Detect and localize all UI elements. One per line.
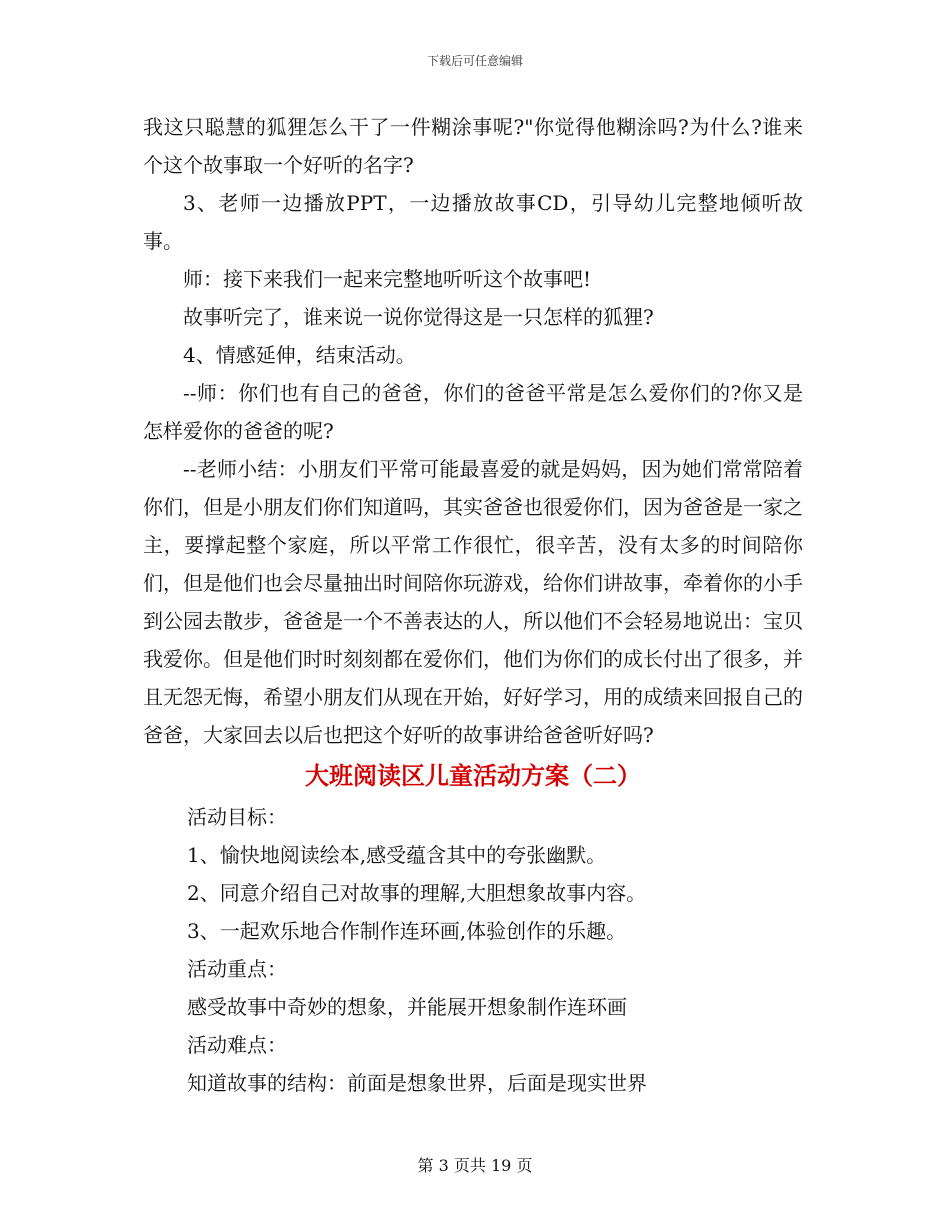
paragraph-teacher-summary: --老师小结：小朋友们平常可能最喜爱的就是妈妈，因为她们常常陪着你们，但是小朋友们你们知道吗，其实爸爸也很爱你们，因为爸爸是一家之主，要撑起整个家庭，所以平常工作很忙，很辛苦，没有太多的时间陪你们，但是他们也会尽量抽出时间陪你玩游戏，给你们讲故事，牵着你的小手到公园去散步，爸爸是一个不善表达的人，所以他们不会轻易地说出：宝贝我爱你。但是他们时时刻刻都在爱你们，他们为你们的成长付出了很多，并且无怨无悔，希望小朋友们从现在开始，好好学习，用的成绩来回报自己的爸爸，大家回去以后也把这个好听的故事讲给爸爸听好吗?	[143, 457, 803, 747]
goal-item-1: 1、愉快地阅读绘本,感受蕴含其中的夸张幽默。	[187, 843, 607, 867]
section-title: 大班阅读区儿童活动方案（二）	[305, 762, 641, 790]
paragraph-step-3: 3、老师一边播放PPT，一边播放故事CD，引导幼儿完整地倾听故事。	[143, 191, 803, 253]
difficulty-text: 知道故事的结构：前面是想象世界，后面是现实世界	[187, 1071, 647, 1095]
paragraph-fox-question: 我这只聪慧的狐狸怎么干了一件糊涂事呢?"你觉得他糊涂吗?为什么?谁来个这个故事取一个好听的名字?	[143, 115, 803, 177]
paragraph-teacher-listen: 师：接下来我们一起来完整地听听这个故事吧!	[183, 267, 592, 291]
focus-label: 活动重点：	[187, 957, 287, 981]
paragraph-step-4: 4、情感延伸，结束活动。	[183, 343, 416, 367]
goal-item-3: 3、一起欢乐地合作制作连环画,体验创作的乐趣。	[187, 919, 627, 943]
document-body	[143, 108, 803, 1102]
page-footer: 第 3 页共 19 页	[417, 1156, 533, 1175]
page-header: 下载后可任意编辑	[426, 54, 523, 68]
difficulty-label: 活动难点：	[187, 1033, 287, 1057]
paragraph-teacher-dad-question: --师：你们也有自己的爸爸，你们的爸爸平常是怎么爱你们的?你又是怎样爱你的爸爸的呢?	[143, 381, 803, 443]
goal-item-2: 2、同意介绍自己对故事的理解,大胆想象故事内容。	[187, 881, 647, 905]
paragraph-story-finished: 故事听完了，谁来说一说你觉得这是一只怎样的狐狸?	[183, 305, 654, 329]
goals-label: 活动目标：	[187, 805, 287, 829]
focus-text: 感受故事中奇妙的想象，并能展开想象制作连环画	[187, 995, 627, 1019]
